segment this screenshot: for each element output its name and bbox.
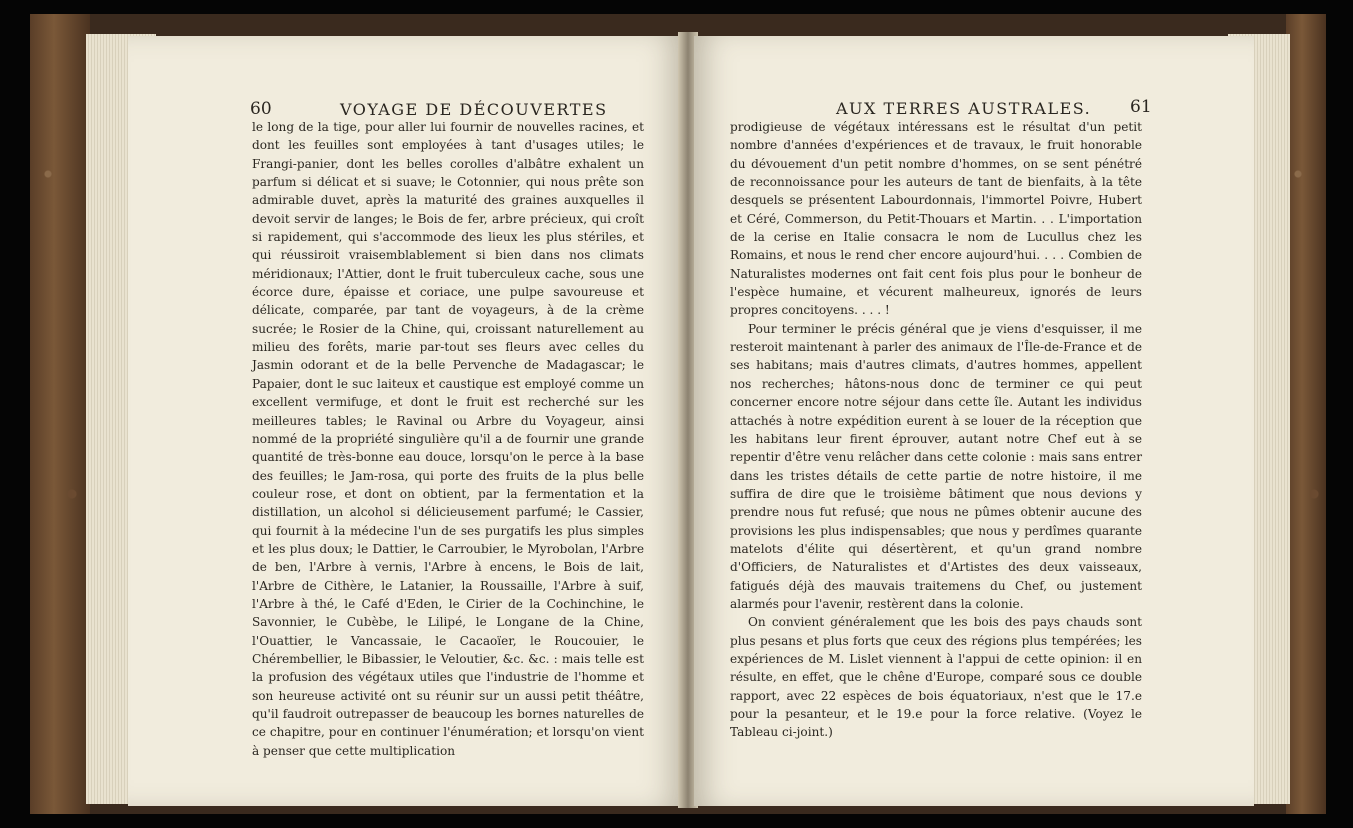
right-page <box>694 36 1254 806</box>
body-text <box>252 118 644 760</box>
paragraph: le long de la tige, pour aller lui fournir de nouvelles racines, et dont les feuilles sont employées à tant d'usages utiles; le Frangi-panier, dont les belles corolles d'albâtre exhalent un parfum si délicat et si suave; le Cotonnier, qui nous prête son admirable duvet, après la maturité des graines auxquelles il devoit servir de langes; le Bois de fer, arbre précieux, qui croît si rapidement, qui s'accommode des lieux les plus stériles, et qui réussiroit vraisemblablement si bien dans nos climats méridionaux; l'Attier, dont le fruit tuberculeux cache, sous une écorce dure, épaisse et coriace, une pulpe savoureuse et délicate, comparée, par tant de voyageurs, à de la crème sucrée; le Rosier de la Chine, qui, croissant naturellement au milieu des forêts, marie par-tout ses fleurs avec celles du Jasmin odorant et de la belle Pervenche de Madagascar; le Papaier, dont le suc laiteux et caustique est employé comme un excellent vermifuge, et dont le fruit est recherché sur les meilleures tables; le Ravinal ou Arbre du Voyageur, ainsi nommé de la propriété singulière qu'il a de fournir une grande quantité de très-bonne eau douce, lorsqu'on le perce à la base des feuilles; le Jam-rosa, qui porte des fruits de la plus belle couleur rose, et dont on obtient, par la fermentation et la distillation, un alcohol si délicieusement parfumé; le Cassier, qui fournit à la médecine l'un de ses purgatifs les plus simples et les plus doux; le Dattier, le Carroubier, le Myrobolan, l'Arbre de ben, l'Arbre à vernis, l'Arbre à encens, le Bois de lait, l'Arbre de Cithère, le Latanier, la Roussaille, l'Arbre à suif, l'Arbre à thé, le Café d'Eden, le Cirier de la Cochinchine, le Savonnier, le Cubèbe, le Lilipé, le Longane de la Chine, l'Ouattier, le Vancassaie, le Cacaoïer, le Roucouier, le Chérembellier, le Bibassier, le Veloutier, &c. &c. : mais telle est la profusion des végétaux utiles que l'industrie de l'homme et son heureuse activité ont su réunir sur un aussi petit théâtre, qu'il faudroit outrepasser de beaucoup les bornes naturelles de ce chapitre, pour en continuer l'énumération; et lorsqu'on vient à penser que cette multiplication <box>252 120 644 758</box>
body-text <box>730 118 1142 742</box>
page-number: 60 <box>250 99 272 119</box>
running-head: AUX TERRES AUSTRALES. <box>836 99 1092 118</box>
paragraph: prodigieuse de végétaux intéressans est le résultat d'un petit nombre d'années d'expériences et de travaux, le fruit honorable du dévouement d'un petit nombre d'hommes, on se sent pénétré de reconnoissance pour les auteurs de tant de bienfaits, à la tête desquels se présentent Labourdonnais, l'immortel Poivre, Hubert et Céré, Commerson, du Petit-Thouars et Martin. . . L'importation de la cerise en Italie consacra le nom de Lucullus chez les Romains, et nous le rend cher encore aujourd'hui. . . . Combien de Naturalistes modernes ont fait cent fois plus pour le bonheur de l'espèce humaine, et vécurent malheureux, ignorés de leurs propres concitoyens. . . . ! <box>730 120 1142 318</box>
running-head: VOYAGE DE DÉCOUVERTES <box>340 100 608 119</box>
paragraph: Pour terminer le précis général que je viens d'esquisser, il me resteroit maintenant à parler des animaux de l'Île-de-France et de ses habitans; mais d'autres climats, d'autres hommes, appellent nos recherches; hâtons-nous donc de terminer ce qui peut concerner encore notre séjour dans cette île. Autant les individus attachés à notre expédition eurent à se louer de la réception que les habitans leur firent éprouver, autant notre Chef eut à se repentir d'être venu relâcher dans cette colonie : mais sans entrer dans les tristes détails de cette partie de notre histoire, il me suffira de dire que le troisième bâtiment que nous devions y prendre nous fut refusé; que nous ne pûmes obtenir aucune des provisions les plus indispensables; que nous y perdîmes quarante matelots d'élite qui désertèrent, et qu'un grand nombre d'Officiers, de Naturalistes et d'Artistes des deux vaisseaux, fatigués déjà des mauvais traitemens du Chef, ou justement alarmés pour l'avenir, restèrent dans la colonie. <box>730 321 1142 611</box>
page-number: 61 <box>1130 97 1152 117</box>
marbled-cover-right <box>1286 14 1326 814</box>
book-spread <box>30 14 1326 814</box>
paragraph: On convient généralement que les bois des pays chauds sont plus pesans et plus forts que ceux des régions plus tempérées; les expériences de M. Lislet viennent à l'appui de cette opinion: il en résulte, en effet, que le chêne d'Europe, comparé sous ce double rapport, avec 22 espèces de bois équatoriaux, n'est que le 17.e pour la pesanteur, et le 19.e pour la force relative. (Voyez le Tableau ci-joint.) <box>730 615 1142 740</box>
marbled-cover-left <box>30 14 90 814</box>
left-page <box>128 36 682 806</box>
